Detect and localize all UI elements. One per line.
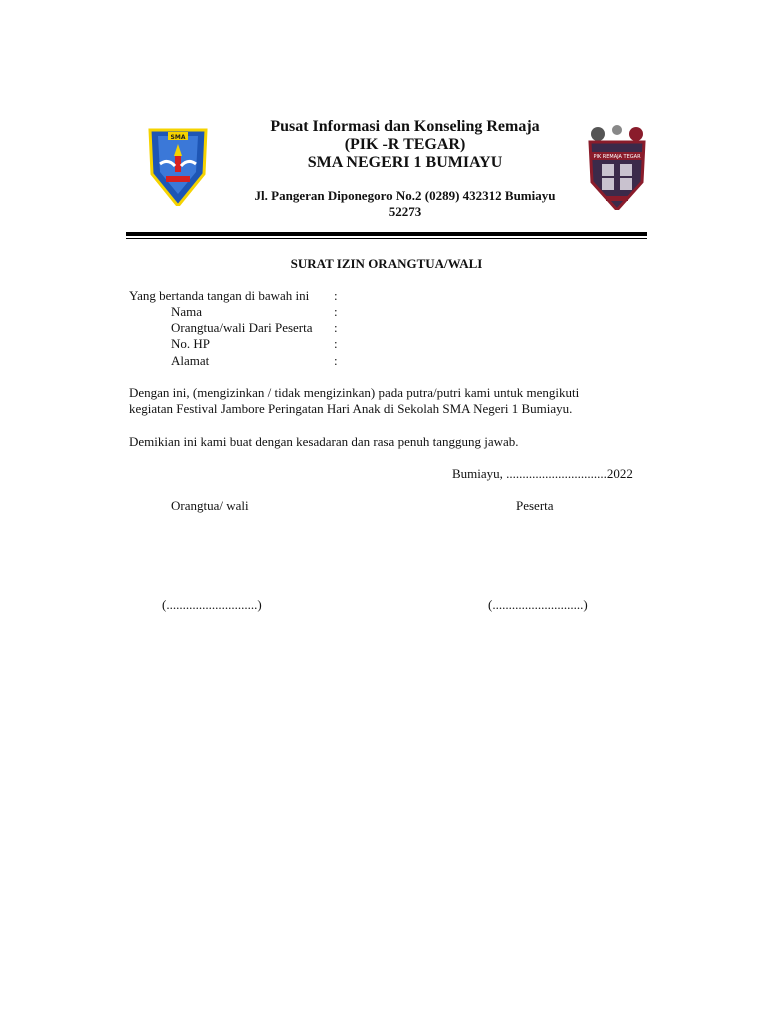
org-name: Pusat Informasi dan Konseling Remaja — [270, 118, 540, 135]
signature-blank-participant: (............................) — [488, 597, 588, 612]
header-divider-thin — [126, 238, 647, 239]
pik-r-tegar-crest-icon — [586, 124, 648, 210]
school-name: SMA NEGERI 1 BUMIAYU — [307, 154, 503, 171]
signature-role-participant: Peserta — [516, 498, 554, 513]
address-line-1: Jl. Pangeran Diponegoro No.2 (0289) 432312 Bumiayu — [254, 188, 556, 203]
date-line: Bumiayu, ...............................2022 — [452, 466, 633, 481]
field-colon: : — [334, 353, 338, 368]
svg-text:SMA: SMA — [170, 134, 186, 141]
field-colon: : — [334, 304, 338, 319]
signature-blank-parent: (............................) — [162, 597, 262, 612]
field-label-nama: Nama — [171, 304, 203, 319]
body-paragraph-1-line-2: kegiatan Festival Jambore Peringatan Hari Anak di Sekolah SMA Negeri 1 Bumiayu. — [129, 401, 573, 416]
field-label-orangtua: Orangtua/wali Dari Peserta — [171, 320, 313, 335]
signature-role-parent: Orangtua/ wali — [171, 498, 249, 513]
body-paragraph-2: Demikian ini kami buat dengan kesadaran dan rasa penuh tanggung jawab. — [129, 434, 519, 449]
address — [240, 188, 570, 220]
header-divider-thick — [126, 232, 647, 236]
field-label-hp: No. HP — [171, 336, 211, 351]
address-line-2: 52273 — [388, 204, 422, 219]
field-label-alamat: Alamat — [171, 353, 210, 368]
intro-colon: : — [334, 288, 338, 303]
org-abbrev: (PIK -R TEGAR) — [344, 136, 466, 153]
document-title: SURAT IZIN ORANGTUA/WALI — [290, 256, 483, 271]
school-crest-icon — [146, 124, 210, 206]
svg-text:PIK REMAJA TEGAR: PIK REMAJA TEGAR — [593, 154, 641, 160]
intro-label: Yang bertanda tangan di bawah ini — [129, 288, 310, 303]
field-colon: : — [334, 336, 338, 351]
body-paragraph-1-line-1: Dengan ini, (mengizinkan / tidak mengizinkan) pada putra/putri kami untuk mengikuti — [129, 385, 580, 400]
field-colon: : — [334, 320, 338, 335]
